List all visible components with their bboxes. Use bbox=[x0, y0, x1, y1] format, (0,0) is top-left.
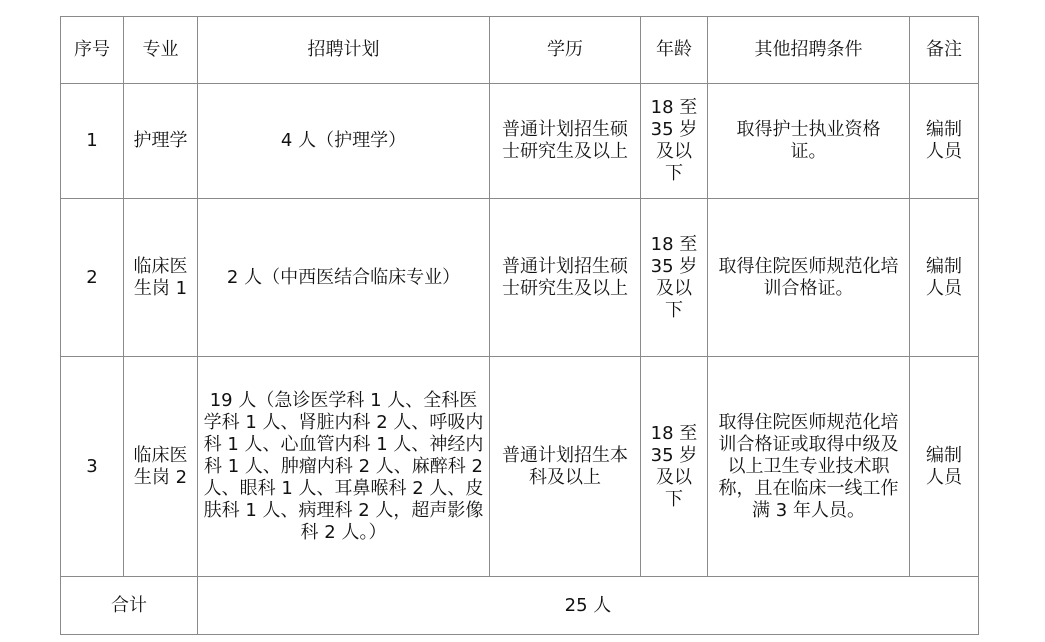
plan-text: 19 人（急诊医学科 1 人、全科医学科 1 人、肾脏内科 2 人、呼吸内科 1 人、心血管内科 1 人、神经内科 1 人、肿瘤内科 2 人、麻醉科 2 人、眼科 1 人、耳鼻喉科 2 人、皮肤科 1 人、病理科 2 人，超声影像科 2 人。） bbox=[203, 389, 484, 543]
other-text: 取得住院医师规范化培训合格证或取得中级及以上卫生专业技术职称，且在临床一线工作满 3 年人员。 bbox=[718, 411, 899, 521]
cell-major bbox=[124, 199, 198, 357]
recruitment-table bbox=[60, 16, 979, 635]
header-note: 备注 bbox=[910, 17, 979, 84]
header-other: 其他招聘条件 bbox=[708, 17, 910, 84]
table-row bbox=[61, 84, 979, 199]
header-plan: 招聘计划 bbox=[198, 17, 490, 84]
major-text: 临床医生岗 1 bbox=[133, 255, 188, 299]
cell-major bbox=[124, 84, 198, 199]
total-value: 25 人 bbox=[198, 577, 979, 635]
education-text: 普通计划招生硕士研究生及以上 bbox=[502, 255, 628, 299]
age-text: 18 至 35 岁及以下 bbox=[650, 233, 698, 321]
cell-plan: 2 人（中西医结合临床专业） bbox=[198, 199, 490, 357]
major-text: 护理学 bbox=[133, 130, 188, 151]
major-text: 临床医生岗 2 bbox=[133, 444, 188, 488]
cell-age bbox=[641, 199, 708, 357]
cell-note bbox=[910, 199, 979, 357]
total-row bbox=[61, 577, 979, 635]
header-age: 年龄 bbox=[641, 17, 708, 84]
table-row bbox=[61, 357, 979, 577]
total-label: 合计 bbox=[61, 577, 198, 635]
cell-index: 1 bbox=[61, 84, 124, 199]
cell-other bbox=[708, 357, 910, 577]
age-text: 18 至 35 岁及以下 bbox=[650, 97, 698, 184]
note-text: 编制人员 bbox=[926, 119, 962, 162]
cell-index: 3 bbox=[61, 357, 124, 577]
header-major: 专业 bbox=[124, 17, 198, 84]
cell-education bbox=[490, 84, 641, 199]
cell-other bbox=[708, 84, 910, 199]
cell-education bbox=[490, 199, 641, 357]
other-text: 取得护士执业资格证。 bbox=[736, 119, 881, 162]
cell-note bbox=[910, 357, 979, 577]
header-education: 学历 bbox=[490, 17, 641, 84]
cell-index: 2 bbox=[61, 199, 124, 357]
cell-plan bbox=[198, 357, 490, 577]
education-text: 普通计划招生本科及以上 bbox=[502, 444, 628, 488]
age-text: 18 至 35 岁及以下 bbox=[650, 422, 698, 510]
table-row bbox=[61, 199, 979, 357]
note-text: 编制人员 bbox=[926, 255, 962, 299]
cell-plan: 4 人（护理学） bbox=[198, 84, 490, 199]
other-text: 取得住院医师规范化培训合格证。 bbox=[718, 255, 899, 299]
cell-other bbox=[708, 199, 910, 357]
cell-education bbox=[490, 357, 641, 577]
note-text: 编制人员 bbox=[926, 444, 962, 488]
education-text: 普通计划招生硕士研究生及以上 bbox=[502, 119, 628, 162]
cell-major bbox=[124, 357, 198, 577]
cell-age bbox=[641, 357, 708, 577]
cell-age bbox=[641, 84, 708, 199]
header-index: 序号 bbox=[61, 17, 124, 84]
table-header-row bbox=[61, 17, 979, 84]
cell-note bbox=[910, 84, 979, 199]
